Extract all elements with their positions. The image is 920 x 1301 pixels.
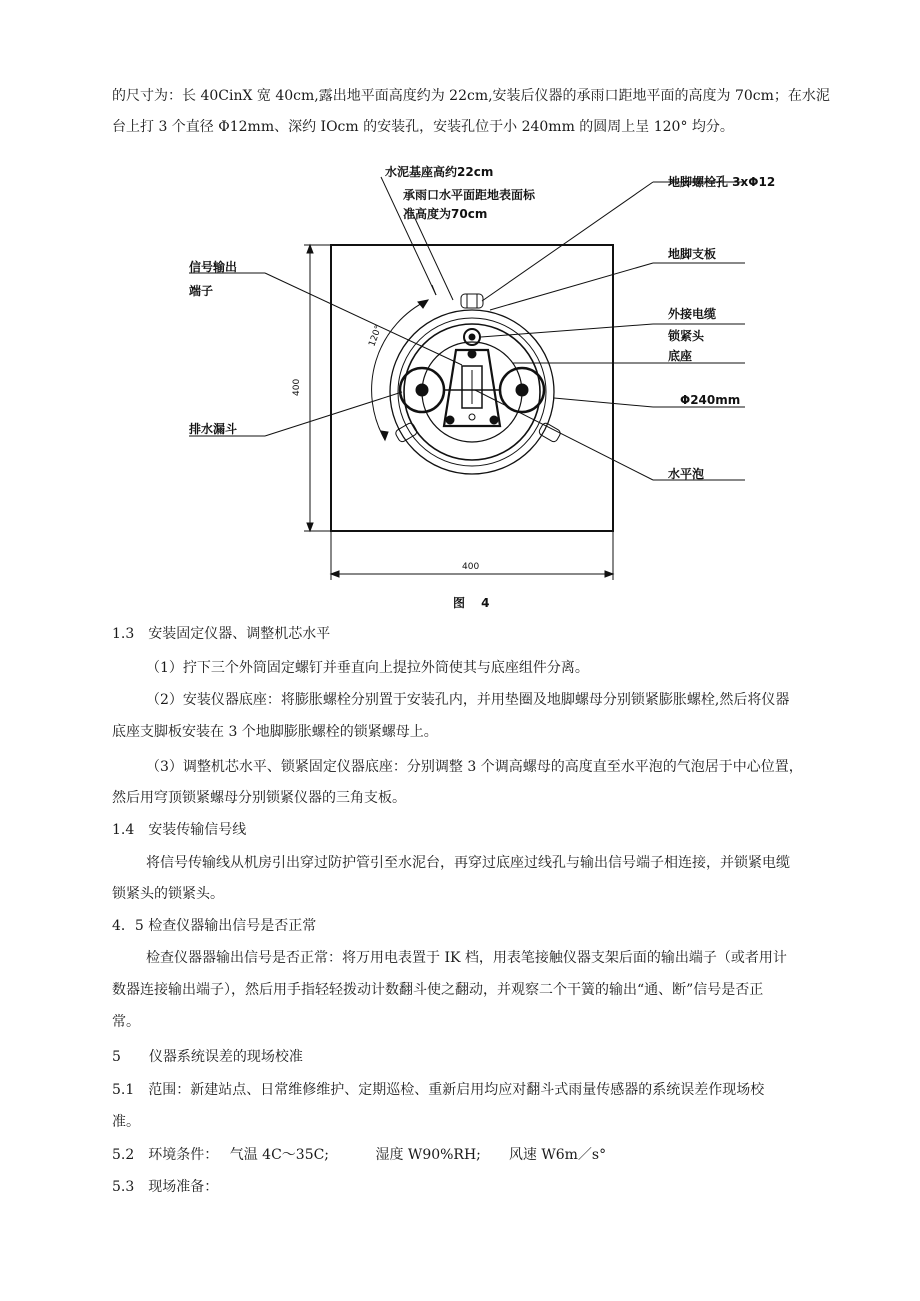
section-1-3-item-3-line-1: （3）调整机芯水平、锁紧固定仪器底座：分别调整 3 个调高螺母的高度直至水平泡的气泡居于中心位置， bbox=[146, 759, 803, 775]
label-base-height: 水泥基座高约22cm bbox=[385, 165, 494, 179]
label-base: 底座 bbox=[668, 349, 693, 363]
installation-diagram bbox=[0, 0, 920, 620]
section-5-3: 5.3 现场准备： bbox=[112, 1179, 219, 1195]
section-4-5-line-1: 检查仪器器输出信号是否正常：将万用电表置于 IK 档，用表笔接触仪器支架后面的输出端子（或者用计 bbox=[146, 950, 787, 966]
bolt-hole-top bbox=[461, 294, 483, 308]
label-rim-height-2: 准高度为70cm bbox=[403, 207, 488, 221]
label-signal-1: 信号输出 bbox=[189, 260, 238, 274]
section-1-3-item-2-line-2: 底座支脚板安装在 3 个地脚膨胀螺栓的锁紧螺母上。 bbox=[112, 724, 438, 740]
section-1-3-item-3-line-2: 然后用穹顶锁紧螺母分别锁紧仪器的三角支板。 bbox=[112, 790, 406, 806]
section-4-5-line-2: 数器连接输出端子），然后用手指轻轻拨动计数翻斗使之翻动，并观察二个干簧的输出“通、断”信号是否正 bbox=[112, 982, 764, 998]
label-signal-2: 端子 bbox=[189, 284, 214, 298]
label-cable-2: 锁紧头 bbox=[668, 329, 705, 343]
label-foot-plate: 地脚支板 bbox=[668, 247, 717, 261]
label-rim-height-1: 承雨口水平面距地表面标 bbox=[403, 188, 536, 202]
bolt-hole-left bbox=[394, 422, 418, 443]
intro-line-1: 的尺寸为：长 40CinX 宽 40cm,露出地平面高度约为 22cm,安装后仪器的承雨口距地平面的高度为 70cm；在水泥 bbox=[112, 88, 830, 104]
label-diameter: Φ240mm bbox=[680, 393, 741, 407]
section-1-3-title: 1.3 安装固定仪器、调整机芯水平 bbox=[112, 626, 331, 642]
label-drain: 排水漏斗 bbox=[189, 422, 238, 436]
section-1-4-line-1: 将信号传输线从机房引出穿过防护管引至水泥台，再穿过底座过线孔与输出信号端子相连接，并锁紧电缆 bbox=[146, 855, 790, 871]
height-dimension-text: 400 bbox=[292, 378, 302, 396]
section-4-5-line-3: 常。 bbox=[112, 1014, 140, 1030]
label-cable-1: 外接电缆 bbox=[668, 307, 717, 321]
section-5-2: 5.2 环境条件： 气温 4C～35C; 湿度 W90%RH; 风速 W6m／s° bbox=[112, 1147, 607, 1163]
angle-text: 120° bbox=[367, 324, 385, 349]
section-4-5-title: 4．5 检查仪器输出信号是否正常 bbox=[112, 918, 317, 934]
intro-line-2: 台上打 3 个直径 Φ12mm、深约 IOcm 的安装孔，安装孔位于小 240mm 的圆周上呈 120° 均分。 bbox=[112, 119, 734, 135]
section-1-3-item-1: （1）拧下三个外筒固定螺钉并垂直向上提拉外筒使其与底座组件分离。 bbox=[146, 660, 589, 676]
section-5-1-line-2: 准。 bbox=[112, 1114, 140, 1130]
angle-arc bbox=[372, 300, 428, 440]
section-1-4-title: 1.4 安装传输信号线 bbox=[112, 822, 247, 838]
label-bolt-hole: 地脚螺栓孔 3xΦ12 bbox=[668, 175, 776, 189]
figure-caption: 图 4 bbox=[453, 596, 490, 610]
width-dimension-text: 400 bbox=[462, 562, 480, 572]
section-5-title: 5 仪器系统误差的现场校准 bbox=[112, 1049, 303, 1065]
section-1-3-item-2-line-1: （2）安装仪器底座：将膨胀螺栓分别置于安装孔内，并用垫圈及地脚螺母分别锁紧膨胀螺栓,然后将仪器 bbox=[146, 692, 790, 708]
section-1-4-line-2: 锁紧头的锁紧头。 bbox=[112, 886, 224, 902]
label-level: 水平泡 bbox=[668, 467, 705, 481]
section-5-1-line-1: 5.1 范围：新建站点、日常维修维护、定期巡检、重新启用均应对翻斗式雨量传感器的系统误差作现场校 bbox=[112, 1082, 765, 1098]
